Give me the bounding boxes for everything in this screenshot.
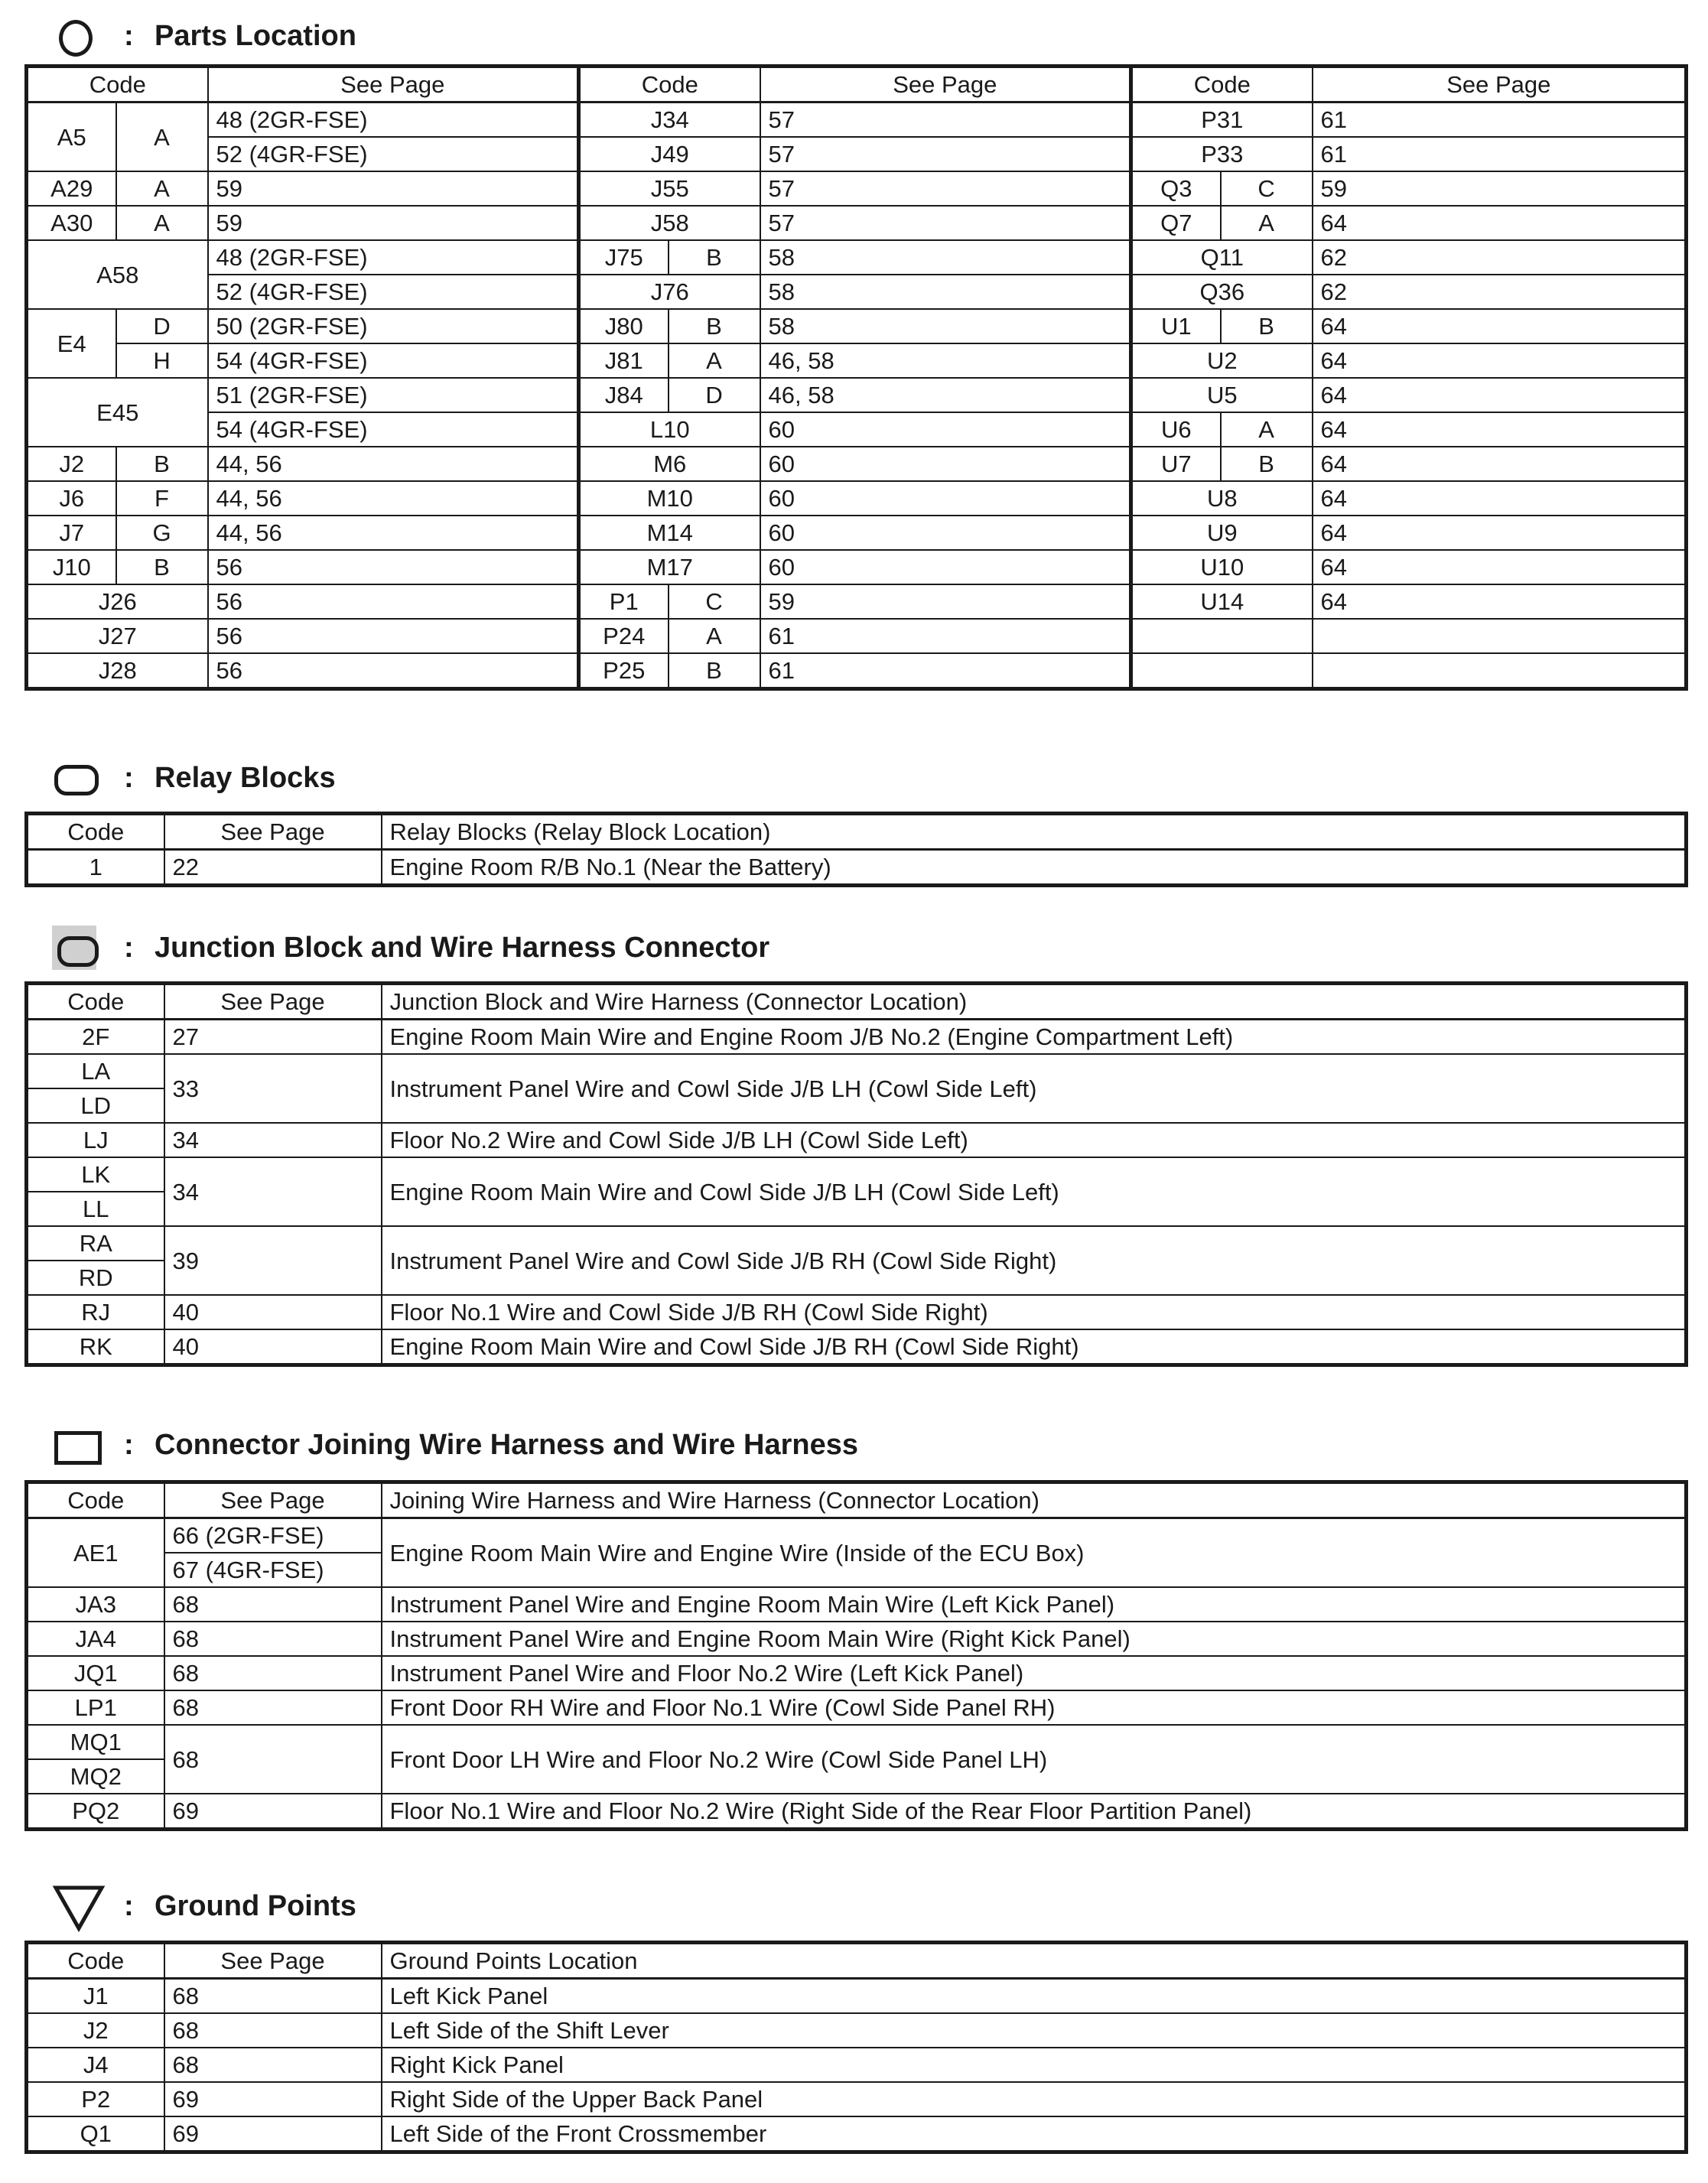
- location-cell: Instrument Panel Wire and Engine Room Main Wire (Left Kick Panel): [382, 1587, 1687, 1622]
- part-sub-code: B: [669, 240, 760, 275]
- location-cell: Instrument Panel Wire and Engine Room Main Wire (Right Kick Panel): [382, 1622, 1687, 1656]
- table-row: [27, 1725, 1687, 1759]
- code-cell: LL: [27, 1192, 164, 1226]
- table-row: [27, 1622, 1687, 1656]
- part-see-page: 64: [1313, 412, 1687, 447]
- relay-blocks-heading: [52, 756, 336, 800]
- part-see-page: 64: [1313, 378, 1687, 412]
- part-sub-code: B: [1221, 447, 1313, 481]
- table-row: [27, 240, 1687, 275]
- part-see-page: 62: [1313, 275, 1687, 309]
- part-see-page: 64: [1313, 309, 1687, 343]
- part-see-page: 50 (2GR-FSE): [208, 309, 579, 343]
- see-page-cell: 68: [164, 1587, 382, 1622]
- part-see-page: 60: [760, 412, 1131, 447]
- part-see-page: 62: [1313, 240, 1687, 275]
- heading-colon: :: [124, 19, 134, 52]
- table-row: [27, 584, 1687, 619]
- part-code: A5: [27, 102, 116, 172]
- part-sub-code: A: [669, 343, 760, 378]
- code-cell: JQ1: [27, 1656, 164, 1690]
- table-row: [27, 1226, 1687, 1261]
- see-page-column-header: See Page: [164, 1482, 382, 1518]
- table-row: [27, 1656, 1687, 1690]
- part-see-page: 58: [760, 275, 1131, 309]
- part-sub-code: A: [116, 206, 208, 240]
- part-code: J7: [27, 516, 116, 550]
- code-cell: LK: [27, 1157, 164, 1192]
- part-sub-code: B: [116, 550, 208, 584]
- part-sub-code: A: [1221, 206, 1313, 240]
- see-page-cell: 34: [164, 1157, 382, 1226]
- see-page-cell: 68: [164, 1690, 382, 1725]
- see-page-column-header: See Page: [208, 67, 579, 102]
- code-column-header: Code: [27, 984, 164, 1020]
- location-cell: Front Door LH Wire and Floor No.2 Wire (Cowl Side Panel LH): [382, 1725, 1687, 1794]
- see-page-column-header: See Page: [164, 984, 382, 1020]
- heading-colon: :: [124, 1428, 134, 1461]
- see-page-cell: 68: [164, 1622, 382, 1656]
- location-cell: Floor No.2 Wire and Cowl Side J/B LH (Cowl Side Left): [382, 1123, 1687, 1157]
- part-code: U8: [1131, 481, 1313, 516]
- code-cell: JA3: [27, 1587, 164, 1622]
- part-see-page: 61: [760, 619, 1131, 653]
- part-code: J55: [579, 171, 760, 206]
- table-row: [27, 1587, 1687, 1622]
- table-row: [27, 1329, 1687, 1365]
- table-row: [27, 206, 1687, 240]
- circle-symbol-icon: [52, 14, 96, 58]
- part-see-page: 48 (2GR-FSE): [208, 240, 579, 275]
- table-row: [27, 447, 1687, 481]
- table-row: [27, 1157, 1687, 1192]
- location-cell: Instrument Panel Wire and Cowl Side J/B RH (Cowl Side Right): [382, 1226, 1687, 1295]
- part-sub-code: A: [1221, 412, 1313, 447]
- part-code: U5: [1131, 378, 1313, 412]
- part-see-page: 57: [760, 171, 1131, 206]
- part-code: J2: [27, 447, 116, 481]
- part-see-page: 51 (2GR-FSE): [208, 378, 579, 412]
- part-sub-code: D: [116, 309, 208, 343]
- location-cell: Left Kick Panel: [382, 1979, 1687, 2014]
- part-code: J75: [579, 240, 669, 275]
- part-code: J10: [27, 550, 116, 584]
- table-header-row: [27, 814, 1687, 850]
- location-cell: Engine Room Main Wire and Engine Room J/B No.2 (Engine Compartment Left): [382, 1020, 1687, 1055]
- section-title: Parts Location: [155, 19, 356, 52]
- part-see-page: 57: [760, 206, 1131, 240]
- table-row: [27, 275, 1687, 309]
- code-cell: RJ: [27, 1295, 164, 1329]
- part-code: Q7: [1131, 206, 1221, 240]
- code-cell: LA: [27, 1054, 164, 1088]
- ground-points-table: [24, 1941, 1688, 2154]
- part-see-page: 64: [1313, 584, 1687, 619]
- part-code: E4: [27, 309, 116, 378]
- location-cell: Engine Room Main Wire and Engine Wire (Inside of the ECU Box): [382, 1518, 1687, 1588]
- part-sub-code: G: [116, 516, 208, 550]
- see-page-cell: 69: [164, 1794, 382, 1830]
- shaded-oval-symbol-icon: [52, 926, 96, 970]
- code-column-header: Code: [27, 814, 164, 850]
- part-see-page: 64: [1313, 516, 1687, 550]
- part-see-page: 46, 58: [760, 343, 1131, 378]
- location-cell: Left Side of the Shift Lever: [382, 2013, 1687, 2048]
- part-sub-code: A: [116, 171, 208, 206]
- part-code: A58: [27, 240, 208, 309]
- code-column-header: Code: [27, 67, 208, 102]
- part-sub-code: A: [669, 619, 760, 653]
- part-code: [1131, 653, 1313, 689]
- table-row: [27, 1690, 1687, 1725]
- part-code: J76: [579, 275, 760, 309]
- parts-location-heading: [52, 14, 356, 58]
- part-code: U10: [1131, 550, 1313, 584]
- part-see-page: 59: [760, 584, 1131, 619]
- part-see-page: 58: [760, 309, 1131, 343]
- part-see-page: 64: [1313, 343, 1687, 378]
- code-cell: RD: [27, 1261, 164, 1295]
- section-title: Connector Joining Wire Harness and Wire Harness: [155, 1428, 858, 1461]
- part-code: J27: [27, 619, 208, 653]
- relay-blocks-table: [24, 812, 1688, 887]
- table-row: [27, 1794, 1687, 1830]
- see-page-cell: 40: [164, 1295, 382, 1329]
- part-code: J58: [579, 206, 760, 240]
- part-see-page: 58: [760, 240, 1131, 275]
- part-code: J6: [27, 481, 116, 516]
- see-page-cell: 68: [164, 1979, 382, 2014]
- part-code: P33: [1131, 137, 1313, 171]
- part-see-page: 52 (4GR-FSE): [208, 137, 579, 171]
- part-see-page: 64: [1313, 206, 1687, 240]
- code-cell: J2: [27, 2013, 164, 2048]
- table-row: [27, 102, 1687, 138]
- see-page-cell: 66 (2GR-FSE): [164, 1518, 382, 1553]
- junction-blocks-heading: [52, 926, 769, 970]
- part-code: U1: [1131, 309, 1221, 343]
- see-page-cell: 27: [164, 1020, 382, 1055]
- rectangle-symbol-icon: [52, 1423, 96, 1467]
- part-see-page: 61: [1313, 137, 1687, 171]
- location-cell: Right Side of the Upper Back Panel: [382, 2082, 1687, 2116]
- table-header-row: [27, 1943, 1687, 1979]
- part-code: P25: [579, 653, 669, 689]
- location-column-header: Ground Points Location: [382, 1943, 1687, 1979]
- code-cell: JA4: [27, 1622, 164, 1656]
- code-column-header: Code: [27, 1482, 164, 1518]
- table-row: [27, 481, 1687, 516]
- table-row: [27, 309, 1687, 343]
- part-see-page: [1313, 653, 1687, 689]
- location-cell: Front Door RH Wire and Floor No.1 Wire (Cowl Side Panel RH): [382, 1690, 1687, 1725]
- table-row: [27, 343, 1687, 378]
- code-cell: AE1: [27, 1518, 164, 1588]
- code-cell: RA: [27, 1226, 164, 1261]
- see-page-cell: 34: [164, 1123, 382, 1157]
- see-page-column-header: See Page: [164, 814, 382, 850]
- location-cell: Engine Room Main Wire and Cowl Side J/B LH (Cowl Side Left): [382, 1157, 1687, 1226]
- see-page-cell: 40: [164, 1329, 382, 1365]
- heading-colon: :: [124, 761, 134, 794]
- see-page-cell: 69: [164, 2116, 382, 2152]
- part-code: P1: [579, 584, 669, 619]
- part-see-page: 56: [208, 653, 579, 689]
- table-row: [27, 2116, 1687, 2152]
- table-row: [27, 378, 1687, 412]
- code-cell: Q1: [27, 2116, 164, 2152]
- table-row: [27, 2013, 1687, 2048]
- location-cell: Floor No.1 Wire and Floor No.2 Wire (Right Side of the Rear Floor Partition Panel): [382, 1794, 1687, 1830]
- part-see-page: 64: [1313, 447, 1687, 481]
- table-row: [27, 653, 1687, 689]
- table-row: [27, 137, 1687, 171]
- part-see-page: 44, 56: [208, 516, 579, 550]
- table-header-row: [27, 1482, 1687, 1518]
- part-see-page: 46, 58: [760, 378, 1131, 412]
- part-sub-code: B: [669, 309, 760, 343]
- part-see-page: 59: [208, 206, 579, 240]
- code-column-header: Code: [27, 1943, 164, 1979]
- see-page-cell: 68: [164, 2048, 382, 2082]
- part-sub-code: D: [669, 378, 760, 412]
- location-cell: Engine Room Main Wire and Cowl Side J/B RH (Cowl Side Right): [382, 1329, 1687, 1365]
- code-cell: J1: [27, 1979, 164, 2014]
- table-row: [27, 550, 1687, 584]
- location-cell: Engine Room R/B No.1 (Near the Battery): [382, 850, 1687, 886]
- code-cell: LP1: [27, 1690, 164, 1725]
- part-see-page: 54 (4GR-FSE): [208, 343, 579, 378]
- location-cell: Left Side of the Front Crossmember: [382, 2116, 1687, 2152]
- part-code: L10: [579, 412, 760, 447]
- connector-joining-table: [24, 1480, 1688, 1831]
- heading-colon: :: [124, 931, 134, 964]
- location-cell: Right Kick Panel: [382, 2048, 1687, 2082]
- part-code: M10: [579, 481, 760, 516]
- part-see-page: 56: [208, 619, 579, 653]
- location-column-header: Junction Block and Wire Harness (Connector Location): [382, 984, 1687, 1020]
- code-cell: 1: [27, 850, 164, 886]
- table-row: [27, 1123, 1687, 1157]
- table-row: [27, 1518, 1687, 1553]
- part-see-page: 44, 56: [208, 447, 579, 481]
- code-column-header: Code: [1131, 67, 1313, 102]
- table-row: [27, 171, 1687, 206]
- part-code: Q3: [1131, 171, 1221, 206]
- part-sub-code: C: [669, 584, 760, 619]
- part-see-page: 44, 56: [208, 481, 579, 516]
- part-code: M14: [579, 516, 760, 550]
- part-code: A30: [27, 206, 116, 240]
- part-see-page: 60: [760, 550, 1131, 584]
- part-code: Q11: [1131, 240, 1313, 275]
- see-page-cell: 39: [164, 1226, 382, 1295]
- code-cell: RK: [27, 1329, 164, 1365]
- table-row: [27, 2048, 1687, 2082]
- triangle-symbol-icon: [52, 1884, 96, 1928]
- table-row: [27, 1054, 1687, 1088]
- part-code: U6: [1131, 412, 1221, 447]
- section-title: Relay Blocks: [155, 761, 336, 794]
- see-page-cell: 33: [164, 1054, 382, 1123]
- see-page-column-header: See Page: [164, 1943, 382, 1979]
- part-code: J49: [579, 137, 760, 171]
- part-see-page: 56: [208, 584, 579, 619]
- part-see-page: 60: [760, 447, 1131, 481]
- part-see-page: 48 (2GR-FSE): [208, 102, 579, 138]
- code-cell: LJ: [27, 1123, 164, 1157]
- table-row: [27, 850, 1687, 886]
- part-see-page: 52 (4GR-FSE): [208, 275, 579, 309]
- part-sub-code: A: [116, 102, 208, 172]
- part-see-page: 64: [1313, 481, 1687, 516]
- part-see-page: 61: [1313, 102, 1687, 138]
- see-page-cell: 22: [164, 850, 382, 886]
- part-code: Q36: [1131, 275, 1313, 309]
- part-see-page: 56: [208, 550, 579, 584]
- part-code: A29: [27, 171, 116, 206]
- part-code: J84: [579, 378, 669, 412]
- see-page-column-header: See Page: [1313, 67, 1687, 102]
- part-code: U2: [1131, 343, 1313, 378]
- table-row: [27, 412, 1687, 447]
- part-sub-code: B: [669, 653, 760, 689]
- junction-blocks-table: [24, 981, 1688, 1367]
- part-see-page: 61: [760, 653, 1131, 689]
- part-code: P24: [579, 619, 669, 653]
- part-code: M17: [579, 550, 760, 584]
- code-cell: 2F: [27, 1020, 164, 1055]
- table-row: [27, 516, 1687, 550]
- see-page-cell: 69: [164, 2082, 382, 2116]
- part-see-page: [1313, 619, 1687, 653]
- part-code: U9: [1131, 516, 1313, 550]
- part-see-page: 64: [1313, 550, 1687, 584]
- ground-points-heading: [52, 1884, 356, 1928]
- part-code: U7: [1131, 447, 1221, 481]
- location-cell: Instrument Panel Wire and Floor No.2 Wire (Left Kick Panel): [382, 1656, 1687, 1690]
- section-title: Ground Points: [155, 1889, 356, 1922]
- code-cell: P2: [27, 2082, 164, 2116]
- part-code: M6: [579, 447, 760, 481]
- location-cell: Instrument Panel Wire and Cowl Side J/B LH (Cowl Side Left): [382, 1054, 1687, 1123]
- parts-location-table: [24, 64, 1688, 691]
- table-row: [27, 2082, 1687, 2116]
- part-code: [1131, 619, 1313, 653]
- section-title: Junction Block and Wire Harness Connector: [155, 931, 770, 964]
- part-see-page: 54 (4GR-FSE): [208, 412, 579, 447]
- code-cell: PQ2: [27, 1794, 164, 1830]
- part-see-page: 60: [760, 481, 1131, 516]
- see-page-cell: 68: [164, 1725, 382, 1794]
- table-row: [27, 1020, 1687, 1055]
- table-header-row: [27, 984, 1687, 1020]
- code-cell: J4: [27, 2048, 164, 2082]
- part-see-page: 57: [760, 102, 1131, 138]
- part-code: J81: [579, 343, 669, 378]
- part-code: P31: [1131, 102, 1313, 138]
- part-code: E45: [27, 378, 208, 447]
- code-cell: LD: [27, 1088, 164, 1123]
- connector-joining-heading: [52, 1423, 858, 1467]
- part-see-page: 57: [760, 137, 1131, 171]
- location-column-header: Joining Wire Harness and Wire Harness (Connector Location): [382, 1482, 1687, 1518]
- part-sub-code: B: [1221, 309, 1313, 343]
- part-code: J34: [579, 102, 760, 138]
- part-sub-code: B: [116, 447, 208, 481]
- see-page-cell: 68: [164, 1656, 382, 1690]
- part-see-page: 60: [760, 516, 1131, 550]
- heading-colon: :: [124, 1889, 134, 1922]
- part-code: J80: [579, 309, 669, 343]
- code-cell: MQ1: [27, 1725, 164, 1759]
- see-page-cell: 68: [164, 2013, 382, 2048]
- table-row: [27, 619, 1687, 653]
- table-row: [27, 1979, 1687, 2014]
- part-code: U14: [1131, 584, 1313, 619]
- code-column-header: Code: [579, 67, 760, 102]
- part-code: J28: [27, 653, 208, 689]
- part-sub-code: H: [116, 343, 208, 378]
- part-code: J26: [27, 584, 208, 619]
- part-see-page: 59: [1313, 171, 1687, 206]
- part-sub-code: F: [116, 481, 208, 516]
- location-column-header: Relay Blocks (Relay Block Location): [382, 814, 1687, 850]
- oval-symbol-icon: [52, 756, 96, 800]
- location-cell: Floor No.1 Wire and Cowl Side J/B RH (Cowl Side Right): [382, 1295, 1687, 1329]
- see-page-cell: 67 (4GR-FSE): [164, 1553, 382, 1587]
- part-see-page: 59: [208, 171, 579, 206]
- part-sub-code: C: [1221, 171, 1313, 206]
- table-header-row: [27, 67, 1687, 102]
- table-row: [27, 1295, 1687, 1329]
- see-page-column-header: See Page: [760, 67, 1131, 102]
- code-cell: MQ2: [27, 1759, 164, 1794]
